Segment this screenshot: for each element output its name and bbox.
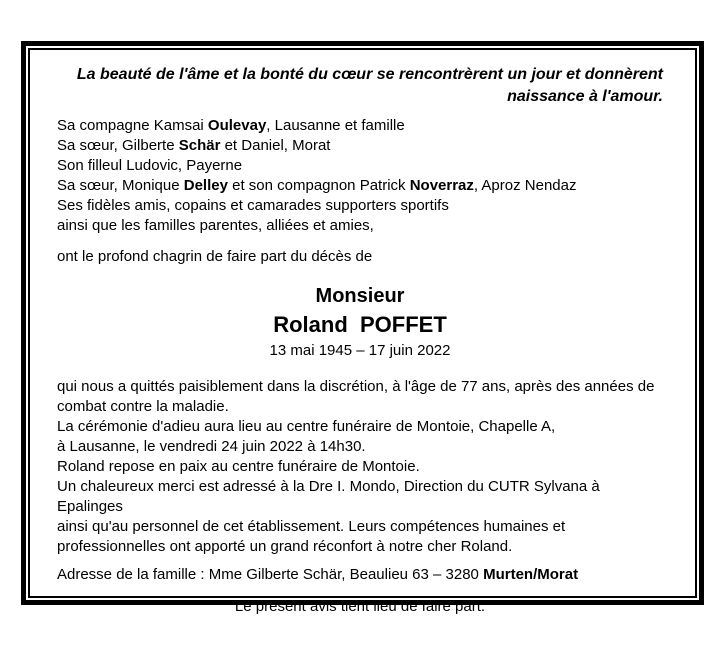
family-line: Sa sœur, Gilberte Schär et Daniel, Morat — [57, 137, 331, 154]
body-line: qui nous a quittés paisiblement dans la discrétion, à l'âge de 77 ans, après des années de — [57, 378, 655, 395]
deceased-block — [57, 282, 663, 362]
address-line: Adresse de la famille : Mme Gilberte Schär, Beaulieu 63 – 3280 Murten/Morat — [57, 566, 579, 583]
family-line: ainsi que les familles parentes, alliées et amies, — [57, 217, 374, 234]
epitaph-quote — [57, 64, 663, 108]
body-line: ainsi qu'au personnel de cet établissement. Leurs compétences humaines et — [57, 518, 566, 535]
family-line: Ses fidèles amis, copains et camarades supporters sportifs — [57, 197, 449, 214]
quote-line: La beauté de l'âme et la bonté du cœur se rencontrèrent un jour et donnèrent — [76, 66, 663, 83]
family-line: Son filleul Ludovic, Payerne — [57, 157, 243, 174]
body-line: professionnelles ont apporté un grand réconfort à notre cher Roland. — [57, 538, 513, 555]
family-line: Sa sœur, Monique Delley et son compagnon Patrick Noverraz, Aproz Nendaz — [57, 177, 577, 194]
body-line: à Lausanne, le vendredi 24 juin 2022 à 14h30. — [57, 438, 366, 455]
body-line: La cérémonie d'adieu aura lieu au centre funéraire de Montoie, Chapelle A, — [57, 418, 556, 435]
card-inner-border — [28, 48, 697, 615]
card-frame — [21, 41, 704, 615]
closing-line: Le présent avis tient lieu de faire part. — [234, 598, 486, 615]
deceased-title: Monsieur — [315, 285, 405, 307]
body-line: Roland repose en paix au centre funéraire de Montoie. — [57, 458, 420, 475]
deceased-name: Roland POFFET — [273, 312, 447, 337]
quote-line: naissance à l'amour. — [507, 88, 663, 105]
family-line: Sa compagne Kamsai Oulevay, Lausanne et famille — [57, 117, 405, 134]
announcement-line: ont le profond chagrin de faire part du décès de — [57, 248, 373, 265]
body-text — [57, 377, 663, 557]
body-line: Un chaleureux merci est adressé à la Dre I. Mondo, Direction du CUTR Sylvana à Epalinges — [57, 478, 600, 515]
body-line: combat contre la maladie. — [57, 398, 229, 415]
family-list — [57, 116, 663, 236]
deceased-dates: 13 mai 1945 – 17 juin 2022 — [269, 342, 451, 359]
address-block — [57, 565, 663, 585]
